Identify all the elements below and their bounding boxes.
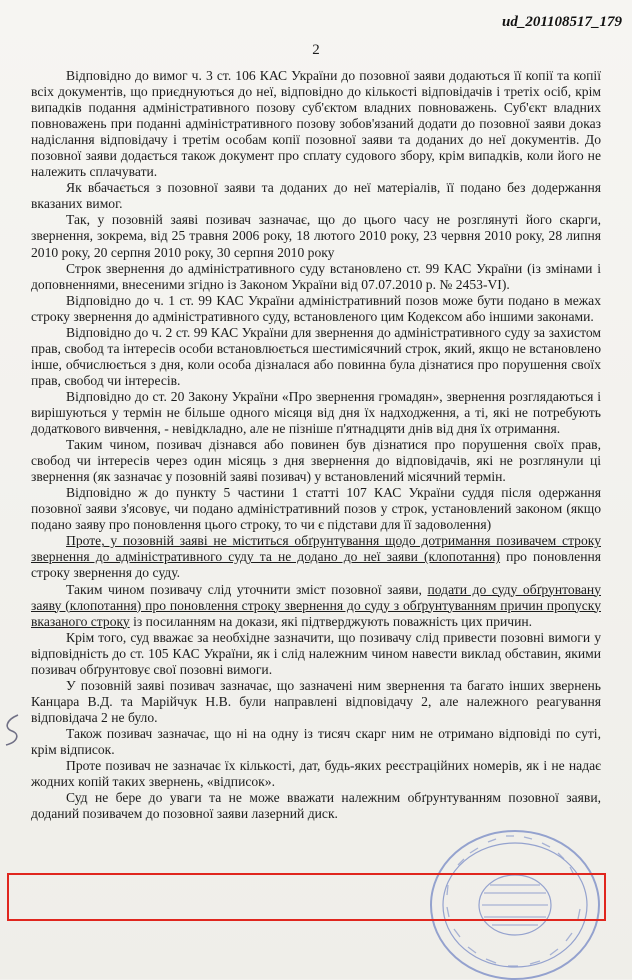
page-number: 2 — [312, 42, 320, 58]
paragraph: Відповідно ж до пункту 5 частини 1 статті 107 КАС України суддя після одержання позовної заяви з'ясовує, чи подано адміністративний позов у строк, установлений законом (якщо подано заяву про поновлення цього строку, то чи є підстави для її задоволення) — [31, 485, 601, 533]
paragraph: У позовній заяві позивач зазначає, що зазначені ним звернення та багато інших звернень Канцара В.Д. та Марійчук Н.В. були направлені відповідачу 2, але належного реагування відповідача 2 не було. — [31, 677, 601, 725]
paragraph: Проте позивач не зазначає їх кількості, дат, будь-яких реєстраційних номерів, як і не надає жодних копій таких звернень, «відписок». — [31, 758, 601, 790]
paragraph: Так, у позовній заяві позивач зазначає, що до цього часу не розглянуті його скарги, звернення, зокрема, від 25 травня 2006 року, 18 лютого 2010 року, 23 червня 2010 року, 28 липня 2010 року, 20 серпня 2010 року, 30 серпня 2010 року — [31, 212, 601, 260]
paragraph: Також позивач зазначає, що ні на одну із тисяч скарг ним не отримано відповіді по суті, крім відписок. — [31, 725, 601, 757]
paragraph: Як вбачається з позовної заяви та доданих до неї матеріалів, її подано без додержання вказаних вимог. — [31, 180, 601, 212]
paragraph-text: Таким чином позивачу слід уточнити зміст позовної заяви, — [66, 581, 428, 597]
paragraph-text: із посиланням на докази, які підтверджують поважність цих причин. — [129, 613, 533, 629]
paragraph: Крім того, суд вважає за необхідне зазначити, що позивачу слід привести позовні вимоги у відповідність до ст. 105 КАС України, як і слід належним чином навести виклад обставин, якими позивач обґрунтовує свої позовні вимоги. — [31, 629, 601, 677]
paragraph: Відповідно до вимог ч. 3 ст. 106 КАС України до позовної заяви додаються її копії та копії всіх документів, що приєднуються до неї, відповідно до кількості відповідачів і третіх осіб, крім випадків подання адміністративного позову суб'єктом владних повноважень. Суб'єкт владних повноважень при поданні адміністративного позову зобов'язаний додати до позовної заяви доказ надіслання відповідачу і третім особам копії позовної заяви та доданих до неї документів. До позовної заяви додається також документ про сплату судового збору, крім випадків, коли його не належить сплачувати. — [31, 68, 601, 180]
paragraph-underlined-note — [31, 582, 601, 630]
underlined-text: подати до суду обґрунтовану заяву (клопотання) про поновлення строку звернення до суду з обґрунтуванням причин пропуску вказаного строку — [31, 581, 601, 629]
paragraph-text: про поновлення строку звернення до суду. — [31, 549, 602, 581]
underlined-text: Проте, у позовній заяві не міститься обґрунтування щодо дотримання позивачем строку звернення до адміністративного суду та не додано до неї заяви (клопотання) — [31, 533, 601, 565]
paragraph: Таким чином, позивач дізнався або повинен був дізнатися про порушення своїх прав, свобод чи інтересів через один місяць з дня звернення до відповідачів, які не розглянули ці звернення (як зазначає у позовній заяві позивач) у встановлений місячний термін. — [31, 437, 601, 485]
paragraph: Відповідно до ч. 1 ст. 99 КАС України адміністративний позов може бути подано в межах строку звернення до адміністративного суду, встановленого цим Кодексом або іншими законами. — [31, 292, 601, 324]
paragraph: Строк звернення до адміністративного суду встановлено ст. 99 КАС України (із змінами і доповненнями, внесеними згідно із Законом України від 07.07.2010 р. № 2453-VI). — [31, 260, 601, 292]
document-id: ud_201108517_179 — [501, 14, 622, 30]
handwritten-mark-icon — [0, 712, 26, 748]
highlighted-paragraph: Суд не бере до уваги та не може вважати належним обґрунтуванням позовної заяви, доданий позивачем до позовної заяви лазерний диск. — [31, 790, 601, 822]
paragraph-underlined-note — [31, 533, 601, 581]
highlight-frame — [7, 873, 606, 921]
paragraph: Відповідно до ст. 20 Закону України «Про звернення громадян», звернення розглядаються і вирішуються у термін не більше одного місяця від дня їх надходження, а ті, які не потребують додаткового вивчення, - невідкладно, але не пізніше п'ятнадцяти днів від дня їх отримання. — [31, 388, 601, 437]
paragraph: Відповідно до ч. 2 ст. 99 КАС України для звернення до адміністративного суду за захистом прав, свобод та інтересів особи встановлюється шестимісячний строк, який, якщо не встановлено інше, обчислюється з дня, коли особа дізналася або повинна була дізнатися про порушення своїх прав, свобод чи інтересів. — [31, 324, 601, 388]
document-body — [31, 68, 601, 822]
